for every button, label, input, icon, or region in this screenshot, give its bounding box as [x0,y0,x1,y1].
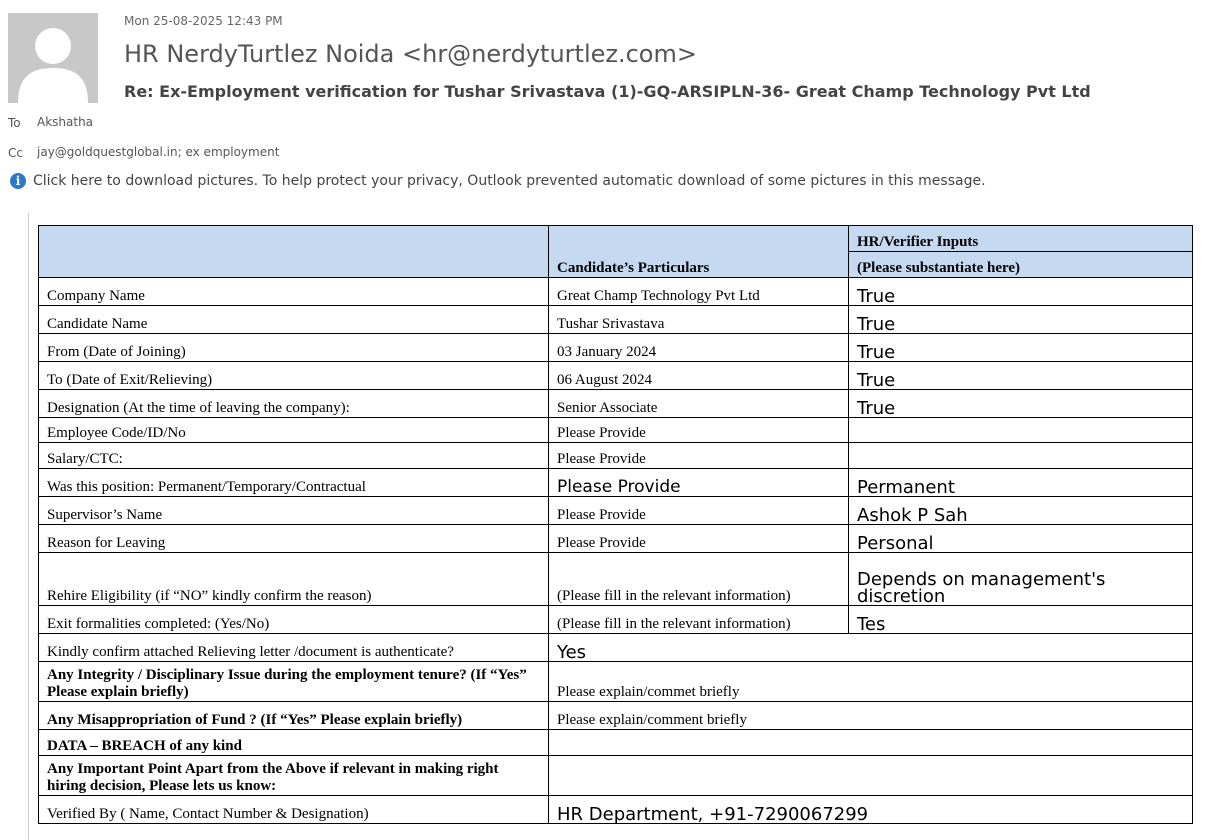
table-row [39,606,1193,634]
row-input: True [849,362,1193,390]
table-row [39,418,1193,443]
table-row [39,553,1193,606]
email-subject: Re: Ex-Employment verification for Tushar Srivastava (1)-GQ-ARSIPLN-36- Great Champ Technology Pvt Ltd [124,82,1091,101]
row-particular: 03 January 2024 [549,334,849,362]
table-row [39,443,1193,469]
row-particular [549,730,1193,756]
download-pictures-message: Click here to download pictures. To help protect your privacy, Outlook prevented automatic download of some pictures in this message. [33,173,986,189]
header-substantiate: (Please substantiate here) [849,252,1193,278]
download-pictures-infobar[interactable] [10,173,986,189]
row-particular: Yes [549,634,1193,662]
row-label: Candidate Name [39,306,549,334]
header-particulars: Candidate’s Particulars [549,226,849,278]
row-particular: Tushar Srivastava [549,306,849,334]
row-label: Designation (At the time of leaving the company): [39,390,549,418]
cc-label: Cc [8,146,23,160]
row-label: Exit formalities completed: (Yes/No) [39,606,549,634]
row-input [849,418,1193,443]
row-label: Any Important Point Apart from the Above if relevant in making right hiring decision, Please lets us know: [39,756,549,796]
email-date: Mon 25-08-2025 12:43 PM [124,14,283,28]
row-particular: Please Provide [549,418,849,443]
table-row [39,662,1193,702]
email-sender[interactable]: HR NerdyTurtlez Noida <hr@nerdyturtlez.com> [124,40,697,68]
to-recipient[interactable]: Akshatha [37,115,94,129]
row-particular: Please Provide [549,443,849,469]
row-input: Personal [849,525,1193,553]
row-input: True [849,306,1193,334]
table-row [39,702,1193,730]
table-row [39,756,1193,796]
row-label: Verified By ( Name, Contact Number & Designation) [39,796,549,824]
row-particular: 06 August 2024 [549,362,849,390]
row-particular: Please explain/comment briefly [549,702,1193,730]
to-label: To [8,116,21,130]
header-label-cell [39,226,549,278]
table-header-row [39,226,1193,252]
row-label: Was this position: Permanent/Temporary/Contractual [39,469,549,497]
row-label: DATA – BREACH of any kind [39,730,549,756]
table-row [39,796,1193,824]
row-label: Any Integrity / Disciplinary Issue during the employment tenure? (If “Yes” Please explain briefly) [39,662,549,702]
row-particular: (Please fill in the relevant information) [549,606,849,634]
table-row [39,362,1193,390]
header-verifier-inputs: HR/Verifier Inputs [849,226,1193,252]
row-input: Depends on management's discretion [849,553,1193,606]
row-label: Any Misappropriation of Fund ? (If “Yes” Please explain briefly) [39,702,549,730]
table-row [39,390,1193,418]
row-input: True [849,334,1193,362]
row-particular: Please Provide [549,525,849,553]
verification-table [38,225,1193,824]
row-particular: Please explain/commet briefly [549,662,1193,702]
row-particular: Please Provide [549,497,849,525]
row-input: Tes [849,606,1193,634]
table-row [39,306,1193,334]
table-row [39,634,1193,662]
row-label: Salary/CTC: [39,443,549,469]
table-row [39,730,1193,756]
row-input [849,443,1193,469]
table-row [39,469,1193,497]
row-particular: Senior Associate [549,390,849,418]
row-particular: HR Department, +91-7290067299 [549,796,1193,824]
info-icon: i [10,173,26,189]
row-label: From (Date of Joining) [39,334,549,362]
message-body-rule [28,213,29,840]
row-particular: Great Champ Technology Pvt Ltd [549,278,849,306]
row-particular: Please Provide [549,469,849,497]
row-label: Supervisor’s Name [39,497,549,525]
row-label: Kindly confirm attached Relieving letter /document is authenticate? [39,634,549,662]
email-header [0,0,1217,210]
avatar-silhouette [8,13,98,103]
row-label: Employee Code/ID/No [39,418,549,443]
row-particular [549,756,1193,796]
cc-recipients[interactable]: jay@goldquestglobal.in; ex employment [37,145,280,159]
table-row [39,497,1193,525]
row-label: To (Date of Exit/Relieving) [39,362,549,390]
row-input: Ashok P Sah [849,497,1193,525]
person-icon[interactable] [8,13,98,103]
table-row [39,525,1193,553]
table-row [39,278,1193,306]
row-label: Reason for Leaving [39,525,549,553]
row-particular: (Please fill in the relevant information) [549,553,849,606]
row-input: True [849,278,1193,306]
row-label: Rehire Eligibility (if “NO” kindly confirm the reason) [39,553,549,606]
table-row [39,334,1193,362]
row-label: Company Name [39,278,549,306]
row-input: True [849,390,1193,418]
row-input: Permanent [849,469,1193,497]
